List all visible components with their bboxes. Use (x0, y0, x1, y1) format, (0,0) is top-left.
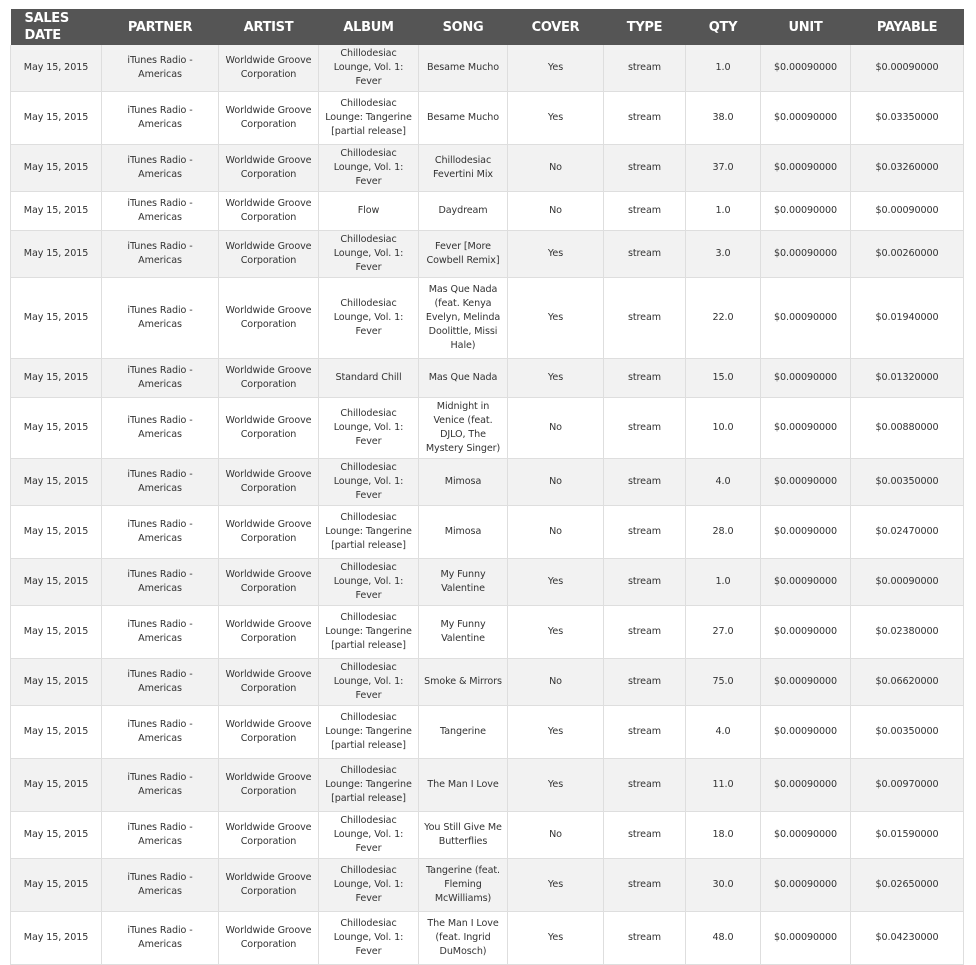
table-row (11, 606, 964, 659)
cell-partner: iTunes Radio - Americas (102, 912, 219, 965)
cell-sales-date: May 15, 2015 (11, 606, 102, 659)
column-header-payable: PAYABLE (851, 9, 964, 45)
cell-qty: 22.0 (686, 278, 761, 359)
cell-cover: Yes (508, 706, 604, 759)
cell-qty: 37.0 (686, 145, 761, 192)
cell-song: The Man I Love (419, 759, 508, 812)
sales-table (10, 9, 964, 965)
cell-payable: $0.00260000 (851, 231, 964, 278)
cell-cover: Yes (508, 278, 604, 359)
cell-album: Chillodesiac Lounge, Vol. 1: Fever (319, 231, 419, 278)
cell-payable: $0.06620000 (851, 659, 964, 706)
cell-artist: Worldwide Groove Corporation (219, 278, 319, 359)
cell-song: Mas Que Nada (419, 359, 508, 398)
cell-artist: Worldwide Groove Corporation (219, 359, 319, 398)
cell-type: stream (604, 192, 686, 231)
column-header-song: SONG (419, 9, 508, 45)
cell-artist: Worldwide Groove Corporation (219, 145, 319, 192)
cell-song: Besame Mucho (419, 45, 508, 92)
cell-type: stream (604, 459, 686, 506)
cell-type: stream (604, 559, 686, 606)
table-header (11, 9, 964, 45)
cell-artist: Worldwide Groove Corporation (219, 812, 319, 859)
cell-artist: Worldwide Groove Corporation (219, 659, 319, 706)
cell-cover: No (508, 506, 604, 559)
column-header-qty: QTY (686, 9, 761, 45)
cell-payable: $0.00090000 (851, 559, 964, 606)
cell-qty: 11.0 (686, 759, 761, 812)
cell-cover: Yes (508, 859, 604, 912)
cell-artist: Worldwide Groove Corporation (219, 559, 319, 606)
cell-artist: Worldwide Groove Corporation (219, 759, 319, 812)
column-header-cover: COVER (508, 9, 604, 45)
cell-partner: iTunes Radio - Americas (102, 606, 219, 659)
cell-cover: Yes (508, 912, 604, 965)
cell-unit: $0.00090000 (761, 398, 851, 459)
cell-sales-date: May 15, 2015 (11, 659, 102, 706)
cell-sales-date: May 15, 2015 (11, 278, 102, 359)
cell-partner: iTunes Radio - Americas (102, 706, 219, 759)
cell-partner: iTunes Radio - Americas (102, 859, 219, 912)
cell-sales-date: May 15, 2015 (11, 459, 102, 506)
cell-qty: 1.0 (686, 192, 761, 231)
cell-sales-date: May 15, 2015 (11, 145, 102, 192)
cell-unit: $0.00090000 (761, 759, 851, 812)
cell-song: Besame Mucho (419, 92, 508, 145)
cell-sales-date: May 15, 2015 (11, 559, 102, 606)
table-row (11, 92, 964, 145)
cell-album: Chillodesiac Lounge, Vol. 1: Fever (319, 145, 419, 192)
column-header-album: ALBUM (319, 9, 419, 45)
cell-type: stream (604, 278, 686, 359)
table-row (11, 192, 964, 231)
cell-sales-date: May 15, 2015 (11, 859, 102, 912)
column-header-type: TYPE (604, 9, 686, 45)
cell-unit: $0.00090000 (761, 912, 851, 965)
cell-artist: Worldwide Groove Corporation (219, 92, 319, 145)
table-row (11, 706, 964, 759)
cell-partner: iTunes Radio - Americas (102, 359, 219, 398)
cell-song: Mimosa (419, 506, 508, 559)
cell-album: Chillodesiac Lounge: Tangerine [partial release] (319, 92, 419, 145)
cell-partner: iTunes Radio - Americas (102, 192, 219, 231)
cell-cover: Yes (508, 606, 604, 659)
cell-payable: $0.00350000 (851, 459, 964, 506)
cell-payable: $0.00090000 (851, 192, 964, 231)
cell-artist: Worldwide Groove Corporation (219, 912, 319, 965)
cell-sales-date: May 15, 2015 (11, 359, 102, 398)
cell-album: Chillodesiac Lounge, Vol. 1: Fever (319, 459, 419, 506)
cell-qty: 10.0 (686, 398, 761, 459)
cell-sales-date: May 15, 2015 (11, 706, 102, 759)
column-header-partner: PARTNER (102, 9, 219, 45)
cell-type: stream (604, 506, 686, 559)
table-body (11, 45, 964, 965)
cell-unit: $0.00090000 (761, 192, 851, 231)
cell-payable: $0.00090000 (851, 45, 964, 92)
cell-partner: iTunes Radio - Americas (102, 398, 219, 459)
cell-partner: iTunes Radio - Americas (102, 459, 219, 506)
cell-partner: iTunes Radio - Americas (102, 759, 219, 812)
cell-payable: $0.03260000 (851, 145, 964, 192)
cell-cover: Yes (508, 231, 604, 278)
cell-partner: iTunes Radio - Americas (102, 231, 219, 278)
cell-partner: iTunes Radio - Americas (102, 145, 219, 192)
cell-artist: Worldwide Groove Corporation (219, 506, 319, 559)
cell-qty: 38.0 (686, 92, 761, 145)
cell-payable: $0.00350000 (851, 706, 964, 759)
cell-artist: Worldwide Groove Corporation (219, 45, 319, 92)
cell-song: Chillodesiac Fevertini Mix (419, 145, 508, 192)
cell-album: Chillodesiac Lounge, Vol. 1: Fever (319, 812, 419, 859)
cell-cover: Yes (508, 92, 604, 145)
cell-partner: iTunes Radio - Americas (102, 92, 219, 145)
cell-type: stream (604, 859, 686, 912)
sales-report (10, 9, 963, 965)
column-header-artist: ARTIST (219, 9, 319, 45)
table-row (11, 559, 964, 606)
cell-unit: $0.00090000 (761, 812, 851, 859)
cell-unit: $0.00090000 (761, 359, 851, 398)
table-row (11, 459, 964, 506)
cell-song: You Still Give Me Butterflies (419, 812, 508, 859)
cell-song: Tangerine (419, 706, 508, 759)
cell-unit: $0.00090000 (761, 145, 851, 192)
cell-sales-date: May 15, 2015 (11, 231, 102, 278)
table-row (11, 231, 964, 278)
cell-album: Chillodesiac Lounge: Tangerine [partial release] (319, 759, 419, 812)
cell-payable: $0.00970000 (851, 759, 964, 812)
cell-type: stream (604, 912, 686, 965)
cell-album: Chillodesiac Lounge, Vol. 1: Fever (319, 859, 419, 912)
cell-qty: 4.0 (686, 459, 761, 506)
cell-payable: $0.02470000 (851, 506, 964, 559)
cell-album: Standard Chill (319, 359, 419, 398)
cell-payable: $0.01940000 (851, 278, 964, 359)
header-row (11, 9, 964, 45)
cell-artist: Worldwide Groove Corporation (219, 606, 319, 659)
cell-unit: $0.00090000 (761, 606, 851, 659)
cell-cover: Yes (508, 759, 604, 812)
cell-payable: $0.00880000 (851, 398, 964, 459)
cell-song: Midnight in Venice (feat. DJLO, The Mystery Singer) (419, 398, 508, 459)
cell-type: stream (604, 45, 686, 92)
table-row (11, 278, 964, 359)
cell-song: Mimosa (419, 459, 508, 506)
cell-cover: No (508, 145, 604, 192)
cell-payable: $0.02650000 (851, 859, 964, 912)
cell-cover: No (508, 659, 604, 706)
cell-unit: $0.00090000 (761, 92, 851, 145)
cell-artist: Worldwide Groove Corporation (219, 192, 319, 231)
cell-qty: 18.0 (686, 812, 761, 859)
cell-qty: 4.0 (686, 706, 761, 759)
cell-qty: 48.0 (686, 912, 761, 965)
cell-partner: iTunes Radio - Americas (102, 278, 219, 359)
cell-album: Chillodesiac Lounge: Tangerine [partial release] (319, 706, 419, 759)
cell-sales-date: May 15, 2015 (11, 812, 102, 859)
cell-type: stream (604, 706, 686, 759)
cell-partner: iTunes Radio - Americas (102, 506, 219, 559)
cell-sales-date: May 15, 2015 (11, 506, 102, 559)
cell-type: stream (604, 812, 686, 859)
cell-album: Chillodesiac Lounge: Tangerine [partial release] (319, 506, 419, 559)
cell-unit: $0.00090000 (761, 278, 851, 359)
table-row (11, 45, 964, 92)
cell-type: stream (604, 359, 686, 398)
table-row (11, 812, 964, 859)
cell-type: stream (604, 659, 686, 706)
cell-cover: Yes (508, 559, 604, 606)
cell-unit: $0.00090000 (761, 659, 851, 706)
cell-qty: 28.0 (686, 506, 761, 559)
cell-sales-date: May 15, 2015 (11, 45, 102, 92)
cell-cover: No (508, 398, 604, 459)
column-header-unit: UNIT (761, 9, 851, 45)
cell-qty: 1.0 (686, 45, 761, 92)
cell-artist: Worldwide Groove Corporation (219, 398, 319, 459)
cell-type: stream (604, 759, 686, 812)
cell-type: stream (604, 398, 686, 459)
cell-sales-date: May 15, 2015 (11, 912, 102, 965)
cell-song: Daydream (419, 192, 508, 231)
cell-type: stream (604, 231, 686, 278)
cell-cover: No (508, 812, 604, 859)
cell-unit: $0.00090000 (761, 859, 851, 912)
cell-partner: iTunes Radio - Americas (102, 45, 219, 92)
cell-unit: $0.00090000 (761, 706, 851, 759)
cell-payable: $0.01320000 (851, 359, 964, 398)
cell-unit: $0.00090000 (761, 506, 851, 559)
cell-song: My Funny Valentine (419, 606, 508, 659)
cell-song: The Man I Love (feat. Ingrid DuMosch) (419, 912, 508, 965)
cell-qty: 75.0 (686, 659, 761, 706)
cell-qty: 3.0 (686, 231, 761, 278)
cell-type: stream (604, 606, 686, 659)
cell-unit: $0.00090000 (761, 45, 851, 92)
cell-unit: $0.00090000 (761, 231, 851, 278)
cell-album: Chillodesiac Lounge, Vol. 1: Fever (319, 559, 419, 606)
cell-song: Tangerine (feat. Fleming McWilliams) (419, 859, 508, 912)
cell-album: Flow (319, 192, 419, 231)
cell-artist: Worldwide Groove Corporation (219, 231, 319, 278)
cell-album: Chillodesiac Lounge, Vol. 1: Fever (319, 659, 419, 706)
cell-artist: Worldwide Groove Corporation (219, 459, 319, 506)
table-row (11, 398, 964, 459)
cell-partner: iTunes Radio - Americas (102, 659, 219, 706)
cell-artist: Worldwide Groove Corporation (219, 859, 319, 912)
table-row (11, 506, 964, 559)
cell-partner: iTunes Radio - Americas (102, 559, 219, 606)
cell-song: Mas Que Nada (feat. Kenya Evelyn, Melinda Doolittle, Missi Hale) (419, 278, 508, 359)
cell-album: Chillodesiac Lounge, Vol. 1: Fever (319, 912, 419, 965)
cell-cover: Yes (508, 359, 604, 398)
cell-album: Chillodesiac Lounge, Vol. 1: Fever (319, 45, 419, 92)
cell-qty: 1.0 (686, 559, 761, 606)
cell-album: Chillodesiac Lounge, Vol. 1: Fever (319, 278, 419, 359)
cell-album: Chillodesiac Lounge: Tangerine [partial release] (319, 606, 419, 659)
cell-type: stream (604, 92, 686, 145)
table-row (11, 659, 964, 706)
cell-album: Chillodesiac Lounge, Vol. 1: Fever (319, 398, 419, 459)
cell-sales-date: May 15, 2015 (11, 398, 102, 459)
cell-sales-date: May 15, 2015 (11, 759, 102, 812)
cell-artist: Worldwide Groove Corporation (219, 706, 319, 759)
cell-cover: No (508, 459, 604, 506)
cell-qty: 15.0 (686, 359, 761, 398)
cell-song: Smoke & Mirrors (419, 659, 508, 706)
table-row (11, 145, 964, 192)
cell-qty: 27.0 (686, 606, 761, 659)
cell-song: My Funny Valentine (419, 559, 508, 606)
cell-cover: No (508, 192, 604, 231)
table-row (11, 912, 964, 965)
table-row (11, 359, 964, 398)
cell-partner: iTunes Radio - Americas (102, 812, 219, 859)
cell-type: stream (604, 145, 686, 192)
cell-qty: 30.0 (686, 859, 761, 912)
cell-sales-date: May 15, 2015 (11, 192, 102, 231)
cell-unit: $0.00090000 (761, 559, 851, 606)
cell-cover: Yes (508, 45, 604, 92)
cell-payable: $0.03350000 (851, 92, 964, 145)
cell-unit: $0.00090000 (761, 459, 851, 506)
table-row (11, 759, 964, 812)
cell-payable: $0.01590000 (851, 812, 964, 859)
cell-song: Fever [More Cowbell Remix] (419, 231, 508, 278)
cell-payable: $0.02380000 (851, 606, 964, 659)
cell-payable: $0.04230000 (851, 912, 964, 965)
column-header-sales-date: SALES DATE (11, 9, 102, 45)
cell-sales-date: May 15, 2015 (11, 92, 102, 145)
table-row (11, 859, 964, 912)
